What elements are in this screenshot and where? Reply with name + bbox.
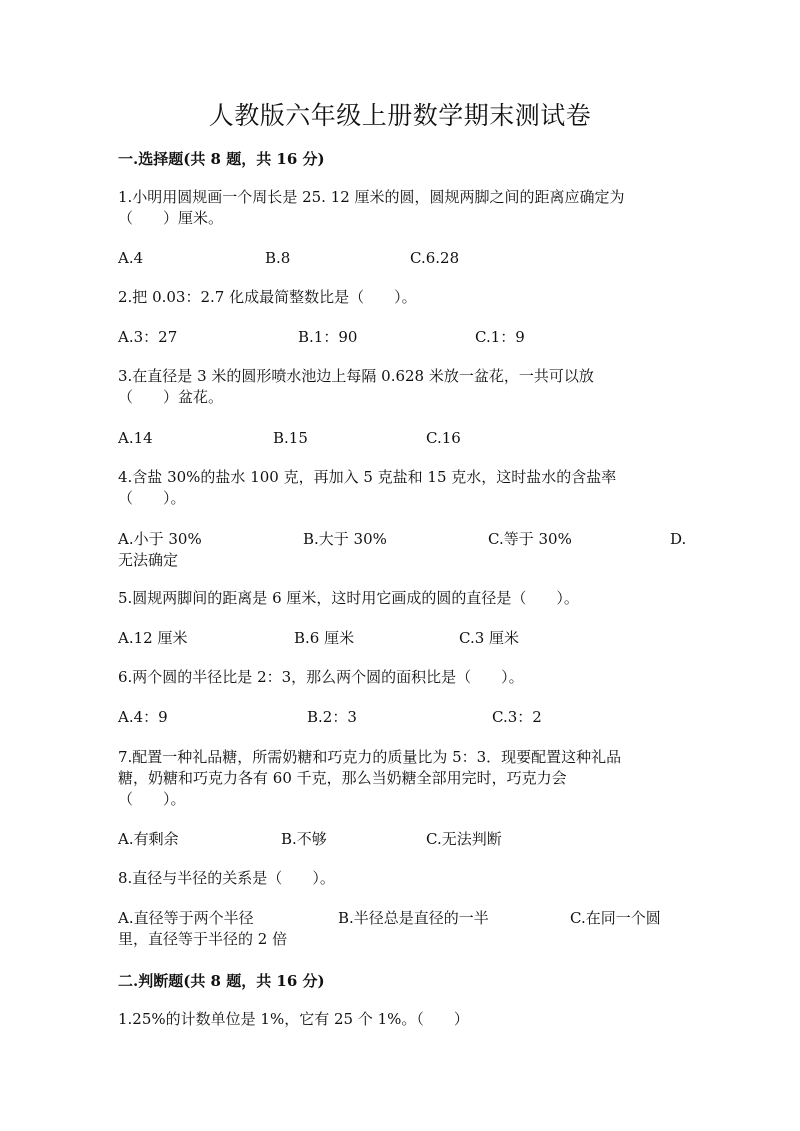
question-8-line-1: 8.直径与半径的关系是（ ）。	[118, 869, 335, 887]
question-3-line-2: （ ）盆花。	[118, 388, 224, 406]
section-title-choice: 一.选择题(共 8 题，共 16 分)	[118, 150, 325, 168]
question-5-options	[118, 628, 698, 670]
question-1-options	[118, 248, 698, 290]
question-5-line-1: 5.圆规两脚间的距离是 6 厘米，这时用它画成的圆的直径是（ ）。	[118, 589, 579, 607]
question-1	[118, 187, 698, 229]
option-c: C.无法判断	[426, 830, 502, 848]
question-5	[118, 588, 698, 609]
question-6-line-1: 6.两个圆的半径比是 2：3，那么两个圆的面积比是（ ）。	[118, 668, 524, 686]
option-c: C.6.28	[410, 249, 460, 267]
question-7	[118, 747, 698, 810]
option-d: D.	[670, 530, 687, 548]
question-1-line-1: 1.小明用圆规画一个周长是 25. 12 厘米的圆，圆规两脚之间的距离应确定为	[118, 188, 625, 206]
question-8-options	[118, 908, 698, 950]
option-a: A.小于 30%	[118, 530, 202, 548]
section-title-judgement: 二.判断题(共 8 题，共 16 分)	[118, 972, 325, 990]
judgement-question-1-line-1: 1.25%的计数单位是 1%，它有 25 个 1%。（ ）	[118, 1010, 469, 1028]
question-1-line-2: （ ）厘米。	[118, 209, 224, 227]
question-3-line-1: 3.在直径是 3 米的圆形喷水池边上每隔 0.628 米放一盆花，一共可以放	[118, 367, 594, 385]
option-c: C.在同一个圆	[570, 909, 661, 927]
option-b: B.半径总是直径的一半	[338, 909, 489, 927]
option-b: B.2：3	[307, 708, 357, 726]
option-c: C.16	[426, 429, 461, 447]
question-7-line-2: 糖，奶糖和巧克力各有 60 千克，那么当奶糖全部用完时，巧克力会	[118, 769, 567, 787]
option-b: B.15	[273, 429, 308, 447]
option-c: C.3 厘米	[459, 629, 520, 647]
option-b: B.不够	[281, 830, 327, 848]
question-7-line-3: （ ）。	[118, 790, 186, 808]
option-c-continued: 里，直径等于半径的 2 倍	[118, 930, 288, 948]
question-2-line-1: 2.把 0.03：2.7 化成最简整数比是（ ）。	[118, 288, 417, 306]
question-4-line-1: 4.含盐 30%的盐水 100 克，再加入 5 克盐和 15 克水，这时盐水的含盐率	[118, 468, 617, 486]
option-c: C.3：2	[492, 708, 542, 726]
question-2-options	[118, 327, 698, 369]
option-c: C.1：9	[475, 328, 525, 346]
option-b: B.6 厘米	[294, 629, 355, 647]
question-6	[118, 667, 698, 688]
question-8	[118, 868, 698, 889]
question-2	[118, 287, 698, 308]
page-title: 人教版六年级上册数学期末测试卷	[208, 101, 592, 130]
option-a: A.有剩余	[118, 830, 179, 848]
option-b: B.8	[265, 249, 291, 267]
question-4	[118, 467, 698, 509]
option-a: A.3：27	[118, 328, 178, 346]
question-3	[118, 366, 698, 408]
option-a: A.14	[118, 429, 153, 447]
question-4-options	[118, 529, 698, 571]
option-a: A.4：9	[118, 708, 168, 726]
option-d-continued: 无法确定	[118, 551, 179, 569]
option-a: A.直径等于两个半径	[118, 909, 254, 927]
judgement-question-1	[118, 1009, 698, 1030]
question-4-line-2: （ ）。	[118, 489, 186, 507]
question-3-options	[118, 428, 698, 470]
option-b: B.大于 30%	[303, 530, 387, 548]
option-c: C.等于 30%	[488, 530, 572, 548]
option-b: B.1：90	[298, 328, 358, 346]
option-a: A.12 厘米	[118, 629, 188, 647]
question-6-options	[118, 707, 698, 749]
option-a: A.4	[118, 249, 144, 267]
question-7-options	[118, 829, 698, 871]
question-7-line-1: 7.配置一种礼品糖，所需奶糖和巧克力的质量比为 5：3．现要配置这种礼品	[118, 748, 622, 766]
